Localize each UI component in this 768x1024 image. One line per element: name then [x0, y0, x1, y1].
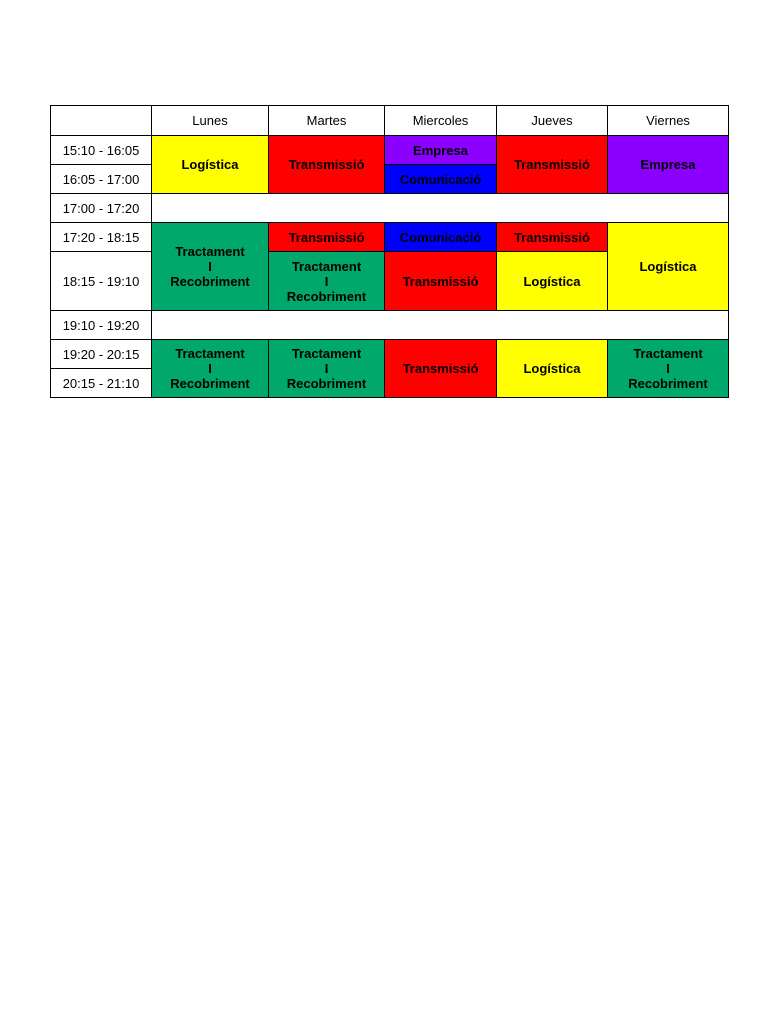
class-cell-transmissio: Transmissió — [269, 223, 385, 252]
class-cell-transmissio: Transmissió — [385, 340, 497, 398]
break-cell — [152, 194, 729, 223]
class-cell-transmissio: Transmissió — [269, 136, 385, 194]
time-slot: 19:20 - 20:15 — [51, 340, 152, 369]
subject-line: Tractament — [291, 346, 362, 361]
subject-line: Tractament — [175, 244, 245, 259]
class-cell-transmissio: Transmissió — [497, 136, 608, 194]
class-cell-comunicacio: Comunicació — [385, 165, 497, 194]
subject-line: I — [208, 361, 212, 376]
corner-cell — [51, 106, 152, 136]
class-cell-transmissio: Transmissió — [497, 223, 608, 252]
subject-line: Recobriment — [286, 288, 367, 304]
day-header-viernes: Viernes — [608, 106, 729, 136]
time-slot: 20:15 - 21:10 — [51, 369, 152, 398]
class-cell-logistica: Logística — [497, 252, 608, 311]
subject-line: Recobriment — [170, 274, 250, 289]
time-slot: 16:05 - 17:00 — [51, 165, 152, 194]
class-cell-comunicacio: Comunicació — [385, 223, 497, 252]
time-slot: 17:20 - 18:15 — [51, 223, 152, 252]
subject-line: I — [324, 273, 329, 289]
table-row — [51, 311, 729, 340]
day-header-martes: Martes — [269, 106, 385, 136]
day-header-miercoles: Miercoles — [385, 106, 497, 136]
class-cell-tractament — [269, 252, 385, 311]
subject-line: I — [324, 361, 329, 376]
header-row — [51, 106, 729, 136]
class-cell-logistica: Logística — [497, 340, 608, 398]
subject-line: Tractament — [291, 258, 362, 274]
class-cell-tractament — [152, 340, 269, 398]
table-row — [51, 340, 729, 369]
day-header-lunes: Lunes — [152, 106, 269, 136]
subject-line: Tractament — [175, 346, 245, 361]
day-header-jueves: Jueves — [497, 106, 608, 136]
table-row — [51, 223, 729, 252]
class-cell-tractament — [269, 340, 385, 398]
class-cell-logistica: Logística — [608, 223, 729, 311]
class-cell-transmissio: Transmissió — [385, 252, 497, 311]
class-cell-empresa: Empresa — [385, 136, 497, 165]
time-slot: 15:10 - 16:05 — [51, 136, 152, 165]
table-row — [51, 194, 729, 223]
schedule-table — [50, 105, 729, 398]
time-slot: 18:15 - 19:10 — [51, 252, 152, 311]
class-cell-empresa: Empresa — [608, 136, 729, 194]
time-slot: 17:00 - 17:20 — [51, 194, 152, 223]
class-cell-logistica: Logística — [152, 136, 269, 194]
subject-line: I — [208, 259, 212, 274]
break-cell — [152, 311, 729, 340]
subject-line: Recobriment — [628, 376, 708, 391]
subject-line: Recobriment — [170, 376, 250, 391]
class-cell-tractament — [152, 223, 269, 311]
table-row — [51, 136, 729, 165]
class-cell-tractament — [608, 340, 729, 398]
subject-line: I — [666, 361, 670, 376]
subject-line: Tractament — [633, 346, 703, 361]
subject-line: Recobriment — [286, 376, 367, 391]
time-slot: 19:10 - 19:20 — [51, 311, 152, 340]
